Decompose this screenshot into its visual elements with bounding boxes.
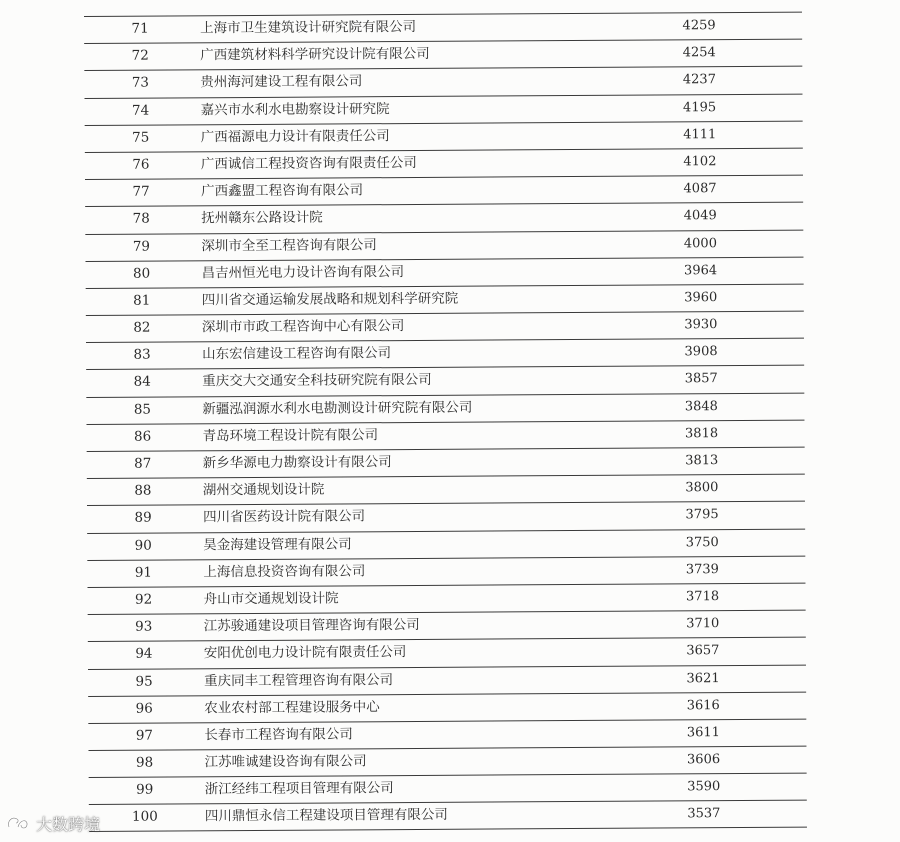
rank-cell: 90	[134, 537, 152, 554]
rank-cell: 81	[133, 292, 151, 309]
score-cell: 4259	[682, 18, 716, 34]
table-row	[86, 365, 804, 397]
table-row	[85, 175, 803, 207]
score-cell: 3606	[686, 752, 721, 768]
score-cell: 4102	[683, 154, 717, 170]
rank-cell: 97	[135, 727, 154, 744]
table-row	[87, 447, 805, 479]
score-cell: 3611	[686, 725, 720, 741]
company-name-cell: 昊金海建设管理有限公司	[203, 535, 352, 553]
rank-cell: 77	[132, 183, 150, 200]
company-name-cell: 昌吉州恒光电力设计咨询有限公司	[201, 263, 405, 281]
rank-cell: 96	[135, 700, 153, 717]
table-row	[86, 392, 804, 424]
rank-cell: 84	[133, 374, 151, 391]
company-name-cell: 上海信息投资咨询有限公司	[203, 563, 366, 581]
company-name-cell: 新疆泓润源水利水电勘测设计研究院有限公司	[202, 399, 473, 417]
company-name-cell: 青岛环境工程设计院有限公司	[202, 427, 379, 445]
brand-logo-icon	[6, 813, 30, 833]
rank-cell: 79	[132, 238, 151, 255]
rank-cell: 75	[132, 129, 150, 146]
rank-cell: 71	[131, 20, 149, 37]
company-name-cell: 农业农村部工程建设服务中心	[204, 698, 380, 716]
company-name-cell: 安阳优创电力设计院有限责任公司	[203, 644, 407, 662]
score-cell: 3818	[684, 425, 719, 442]
company-name-cell: 四川省交通运输发展战略和规划科学研究院	[201, 290, 459, 309]
table-row	[86, 311, 804, 343]
table-row	[89, 800, 807, 832]
rank-cell: 94	[135, 645, 153, 663]
company-name-cell: 江苏骏通建设项目管理咨询有限公司	[203, 617, 420, 635]
rank-cell: 85	[133, 401, 152, 418]
company-name-cell: 贵州海河建设工程有限公司	[200, 73, 363, 91]
score-cell: 4237	[682, 72, 716, 88]
table-row	[84, 66, 802, 98]
score-cell: 3590	[687, 779, 721, 795]
table-row	[85, 120, 803, 152]
score-cell: 3795	[685, 507, 719, 523]
table-row	[85, 148, 803, 180]
table-row	[85, 229, 803, 261]
score-cell: 3750	[685, 534, 719, 550]
rank-cell: 83	[133, 346, 151, 363]
score-cell: 3908	[684, 344, 718, 360]
score-cell: 4087	[683, 181, 717, 197]
table-row	[88, 637, 806, 669]
table-row	[88, 610, 806, 642]
table-row	[87, 583, 805, 615]
score-cell: 3800	[685, 480, 719, 496]
table-row	[86, 283, 804, 315]
score-cell: 4049	[683, 208, 717, 224]
company-name-cell: 四川省医药设计院有限公司	[203, 508, 366, 526]
rank-cell: 86	[133, 428, 152, 445]
rank-cell: 93	[135, 618, 153, 635]
score-cell: 3616	[686, 697, 720, 714]
rank-cell: 74	[131, 102, 150, 119]
company-name-cell: 重庆交大交通安全科技研究院有限公司	[202, 372, 432, 390]
score-cell: 3657	[686, 643, 720, 659]
company-name-cell: 广西福源电力设计有限责任公司	[200, 127, 390, 146]
table-row	[87, 474, 805, 506]
score-cell: 3621	[686, 670, 720, 686]
company-name-cell: 重庆同丰工程管理咨询有限公司	[204, 671, 394, 689]
company-name-cell: 湖州交通规划设计院	[202, 481, 325, 499]
table-row	[86, 419, 804, 451]
company-name-cell: 抚州赣东公路设计院	[201, 209, 323, 227]
company-name-cell: 长春市工程咨询有限公司	[204, 726, 353, 744]
table-row	[87, 528, 805, 560]
score-cell: 4254	[682, 45, 716, 61]
score-cell: 3710	[686, 616, 720, 632]
rank-cell: 80	[132, 265, 151, 282]
score-cell: 4000	[683, 235, 717, 251]
rank-cell: 76	[132, 156, 150, 173]
company-name-cell: 嘉兴市水利水电勘察设计研究院	[200, 100, 390, 118]
rank-cell: 87	[134, 455, 152, 472]
company-name-cell: 新乡华源电力勘察设计有限公司	[202, 454, 392, 472]
score-cell: 4111	[683, 126, 717, 143]
rank-cell: 92	[134, 591, 153, 608]
table-row	[87, 501, 805, 533]
rank-cell: 89	[134, 509, 152, 527]
score-cell: 3718	[685, 589, 720, 605]
table-row	[85, 202, 803, 234]
score-cell: 3537	[687, 806, 721, 822]
company-name-cell: 广西建筑材料科学研究设计院有限公司	[200, 46, 430, 64]
company-name-cell: 舟山市交通规划设计院	[203, 590, 339, 608]
company-name-cell: 广西鑫盟工程咨询有限公司	[201, 182, 364, 200]
table-row	[88, 746, 806, 778]
rank-cell: 99	[136, 781, 154, 798]
table-row	[87, 555, 805, 587]
rank-cell: 78	[132, 210, 150, 228]
company-name-cell: 上海市卫生建筑设计研究院有限公司	[200, 18, 417, 37]
table-row	[89, 773, 807, 805]
score-cell: 3964	[683, 262, 718, 279]
rank-cell: 91	[134, 564, 153, 581]
watermark	[6, 810, 100, 836]
company-name-cell: 山东宏信建设工程咨询有限公司	[202, 345, 392, 363]
table-row	[88, 691, 806, 723]
rank-cell: 73	[131, 74, 150, 92]
score-cell: 3930	[684, 317, 718, 333]
rank-cell: 95	[135, 673, 153, 690]
score-cell: 3739	[685, 561, 719, 578]
rank-cell: 72	[131, 47, 149, 64]
company-name-cell: 四川鼎恒永信工程建设项目管理有限公司	[204, 807, 448, 825]
rank-cell: 100	[131, 809, 158, 826]
rank-cell: 88	[134, 482, 152, 499]
company-name-cell: 深圳市市政工程咨询中心有限公司	[201, 318, 405, 336]
score-cell: 4195	[682, 99, 717, 115]
score-cell: 3848	[684, 398, 718, 414]
watermark-text: 大数跨境	[36, 814, 101, 834]
table-row	[84, 39, 802, 71]
company-name-cell: 江苏唯诚建设咨询有限公司	[204, 753, 367, 771]
score-cell: 3813	[685, 453, 719, 469]
rank-cell: 98	[135, 754, 154, 771]
company-name-cell: 深圳市全至工程咨询有限公司	[201, 236, 377, 254]
table-row	[85, 256, 803, 288]
score-cell: 3960	[684, 290, 718, 306]
table-row	[84, 12, 802, 44]
table-row	[84, 93, 802, 125]
ranking-table	[84, 12, 807, 832]
company-name-cell: 广西诚信工程投资咨询有限责任公司	[200, 154, 417, 173]
rank-cell: 82	[133, 319, 151, 336]
table-row	[86, 338, 804, 370]
table-row	[88, 664, 806, 696]
company-name-cell: 浙江经纬工程项目管理有限公司	[204, 780, 394, 798]
score-cell: 3857	[684, 371, 718, 387]
table-row	[88, 718, 806, 750]
